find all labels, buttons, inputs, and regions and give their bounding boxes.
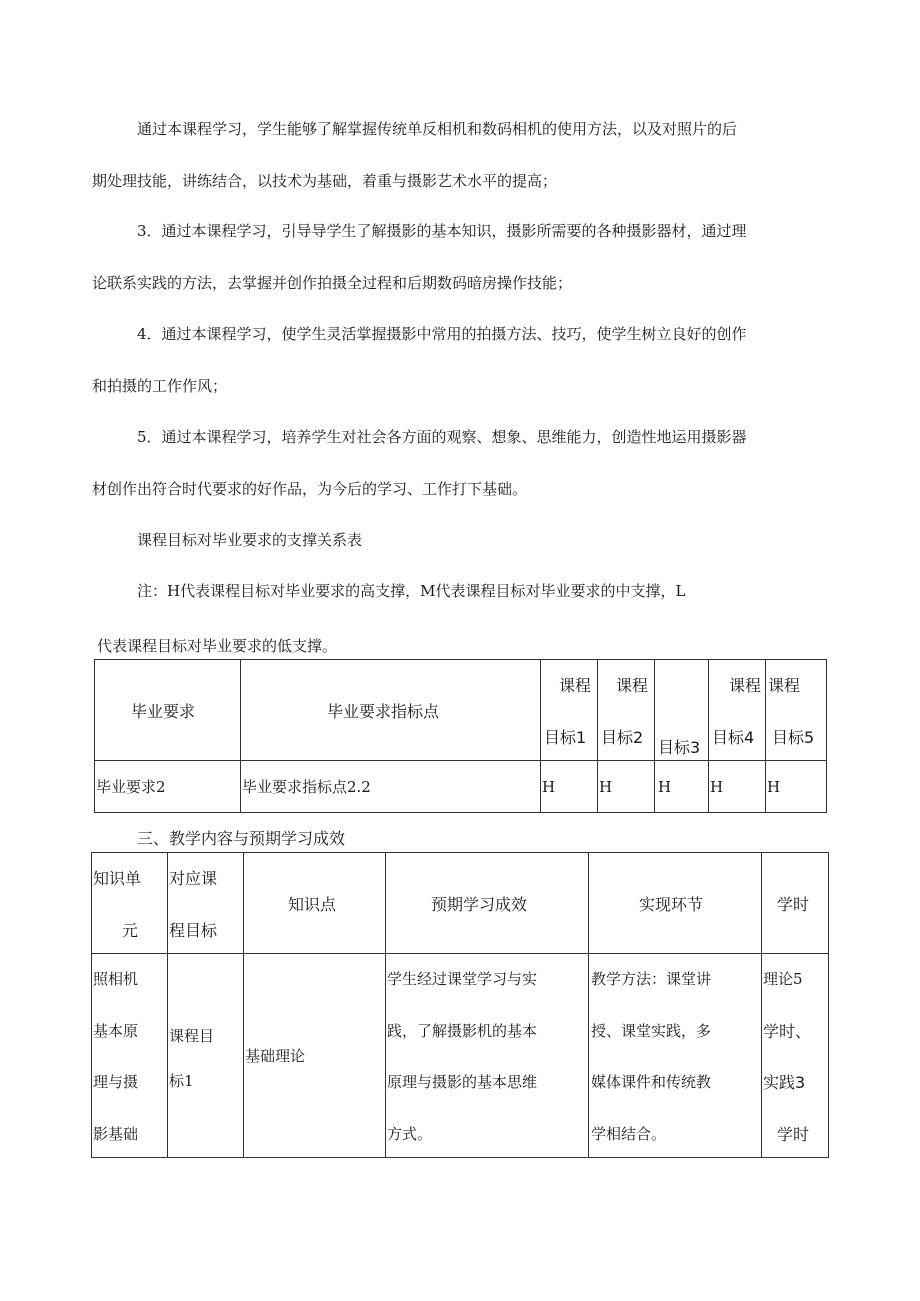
header-goal1-top: 课程 xyxy=(559,676,592,695)
header-cell xyxy=(655,660,709,761)
header-goal1-bottom: 目标1 xyxy=(544,728,587,747)
content-table xyxy=(91,852,829,1158)
table-cell xyxy=(244,954,386,1158)
table-cell xyxy=(241,761,541,813)
goal-line: 课程目 xyxy=(169,1027,215,1045)
knowledge-text: 基础理论 xyxy=(245,1047,306,1065)
unit-line: 基本原 xyxy=(93,1022,139,1040)
method-line: 教学方法：课堂讲 xyxy=(591,970,712,988)
header-knowledge: 知识点 xyxy=(288,895,337,914)
table-cell xyxy=(655,761,709,813)
method-line: 媒体课件和传统教 xyxy=(591,1073,712,1091)
hours-line: 学时、 xyxy=(763,1022,812,1041)
hours-line: 实践3 xyxy=(763,1073,806,1092)
header-cell xyxy=(386,853,589,954)
outcome-line: 践，了解摄影机的基本 xyxy=(387,1022,538,1040)
header-cell xyxy=(766,660,827,761)
header-cell xyxy=(589,853,762,954)
hours-line: 理论5 xyxy=(763,970,803,988)
header-outcome: 预期学习成效 xyxy=(431,895,528,914)
unit-line: 理与摄 xyxy=(93,1073,139,1091)
goal-line: 标1 xyxy=(169,1072,194,1090)
unit-line: 照相机 xyxy=(93,970,139,988)
table-cell xyxy=(598,761,655,813)
header-goal4-bottom: 目标4 xyxy=(712,728,755,747)
table-caption: 课程目标对毕业要求的支撑关系表 xyxy=(137,531,363,549)
header-goal2-top: 课程 xyxy=(616,676,649,695)
paragraph-line: 和拍摄的工作作风； xyxy=(92,377,228,395)
header-goal5-bottom: 目标5 xyxy=(772,728,815,747)
table-header-row xyxy=(95,660,827,761)
section-heading: 三、教学内容与预期学习成效 xyxy=(137,829,346,848)
header-goal-line2: 程目标 xyxy=(169,921,218,940)
paragraph-line: 期处理技能，讲练结合，以技术为基础，着重与摄影艺术水平的提高； xyxy=(92,172,558,190)
header-hours: 学时 xyxy=(777,895,810,914)
header-cell xyxy=(244,853,386,954)
paragraph-line: 通过本课程学习，学生能够了解掌握传统单反相机和数码相机的使用方法，以及对照片的后 xyxy=(137,120,738,138)
paragraph-line: 4．通过本课程学习，使学生灵活掌握摄影中常用的拍摄方法、技巧，使学生树立良好的创作 xyxy=(137,325,747,343)
paragraph-line: 论联系实践的方法，去掌握并创作拍摄全过程和后期数码暗房操作技能； xyxy=(92,274,573,292)
header-goal5-top: 课程 xyxy=(768,676,801,695)
outcome-line: 原理与摄影的基本思维 xyxy=(387,1073,538,1091)
table-row xyxy=(92,954,829,1158)
table-cell xyxy=(95,761,241,813)
header-cell xyxy=(598,660,655,761)
table-cell xyxy=(541,761,598,813)
row-goal4: H xyxy=(710,778,724,796)
unit-line: 影基础 xyxy=(93,1125,139,1143)
outcome-line: 学生经过课堂学习与实 xyxy=(387,970,538,988)
support-table xyxy=(94,659,827,813)
header-goal3-bottom: 目标3 xyxy=(658,738,701,757)
table-cell xyxy=(168,954,244,1158)
header-cell xyxy=(95,660,241,761)
note-line: 代表课程目标对毕业要求的低支撑。 xyxy=(97,637,338,655)
row-goal5: H xyxy=(767,778,781,796)
header-goal2-bottom: 目标2 xyxy=(601,728,644,747)
table-cell xyxy=(709,761,766,813)
header-cell xyxy=(709,660,766,761)
table-cell xyxy=(766,761,827,813)
table-cell xyxy=(386,954,589,1158)
method-line: 授、课堂实践，多 xyxy=(591,1022,712,1040)
header-cell xyxy=(168,853,244,954)
paragraph-line: 材创作出符合时代要求的好作品，为今后的学习、工作打下基础。 xyxy=(92,480,528,498)
header-goal-line1: 对应课 xyxy=(169,869,218,888)
note-line: 注：H代表课程目标对毕业要求的高支撑，M代表课程目标对毕业要求的中支撑，L xyxy=(137,582,686,600)
header-cell xyxy=(92,853,168,954)
hours-line: 学时 xyxy=(777,1125,810,1144)
table-header-row xyxy=(92,853,829,954)
method-line: 学相结合。 xyxy=(591,1125,667,1143)
header-unit-line1: 知识单 xyxy=(93,869,142,888)
table-cell xyxy=(762,954,829,1158)
header-cell xyxy=(241,660,541,761)
row-indicator: 毕业要求指标点2.2 xyxy=(242,778,371,796)
header-goal4-top: 课程 xyxy=(729,676,762,695)
row-goal2: H xyxy=(599,778,613,796)
row-goal1: H xyxy=(542,778,556,796)
table-row xyxy=(95,761,827,813)
outcome-line: 方式。 xyxy=(387,1125,433,1143)
table-cell xyxy=(589,954,762,1158)
header-indicator: 毕业要求指标点 xyxy=(327,702,440,721)
row-goal3: H xyxy=(658,778,672,796)
header-req: 毕业要求 xyxy=(131,702,196,721)
row-req: 毕业要求2 xyxy=(96,778,166,796)
header-unit-line2: 元 xyxy=(122,921,139,940)
table-cell xyxy=(92,954,168,1158)
paragraph-line: 3．通过本课程学习，引导导学生了解摄影的基本知识，摄影所需要的各种摄影器材，通过理 xyxy=(137,222,747,240)
paragraph-line: 5．通过本课程学习，培养学生对社会各方面的观察、想象、思维能力，创造性地运用摄影器 xyxy=(137,428,747,446)
header-method: 实现环节 xyxy=(639,895,704,914)
header-cell xyxy=(541,660,598,761)
header-cell xyxy=(762,853,829,954)
